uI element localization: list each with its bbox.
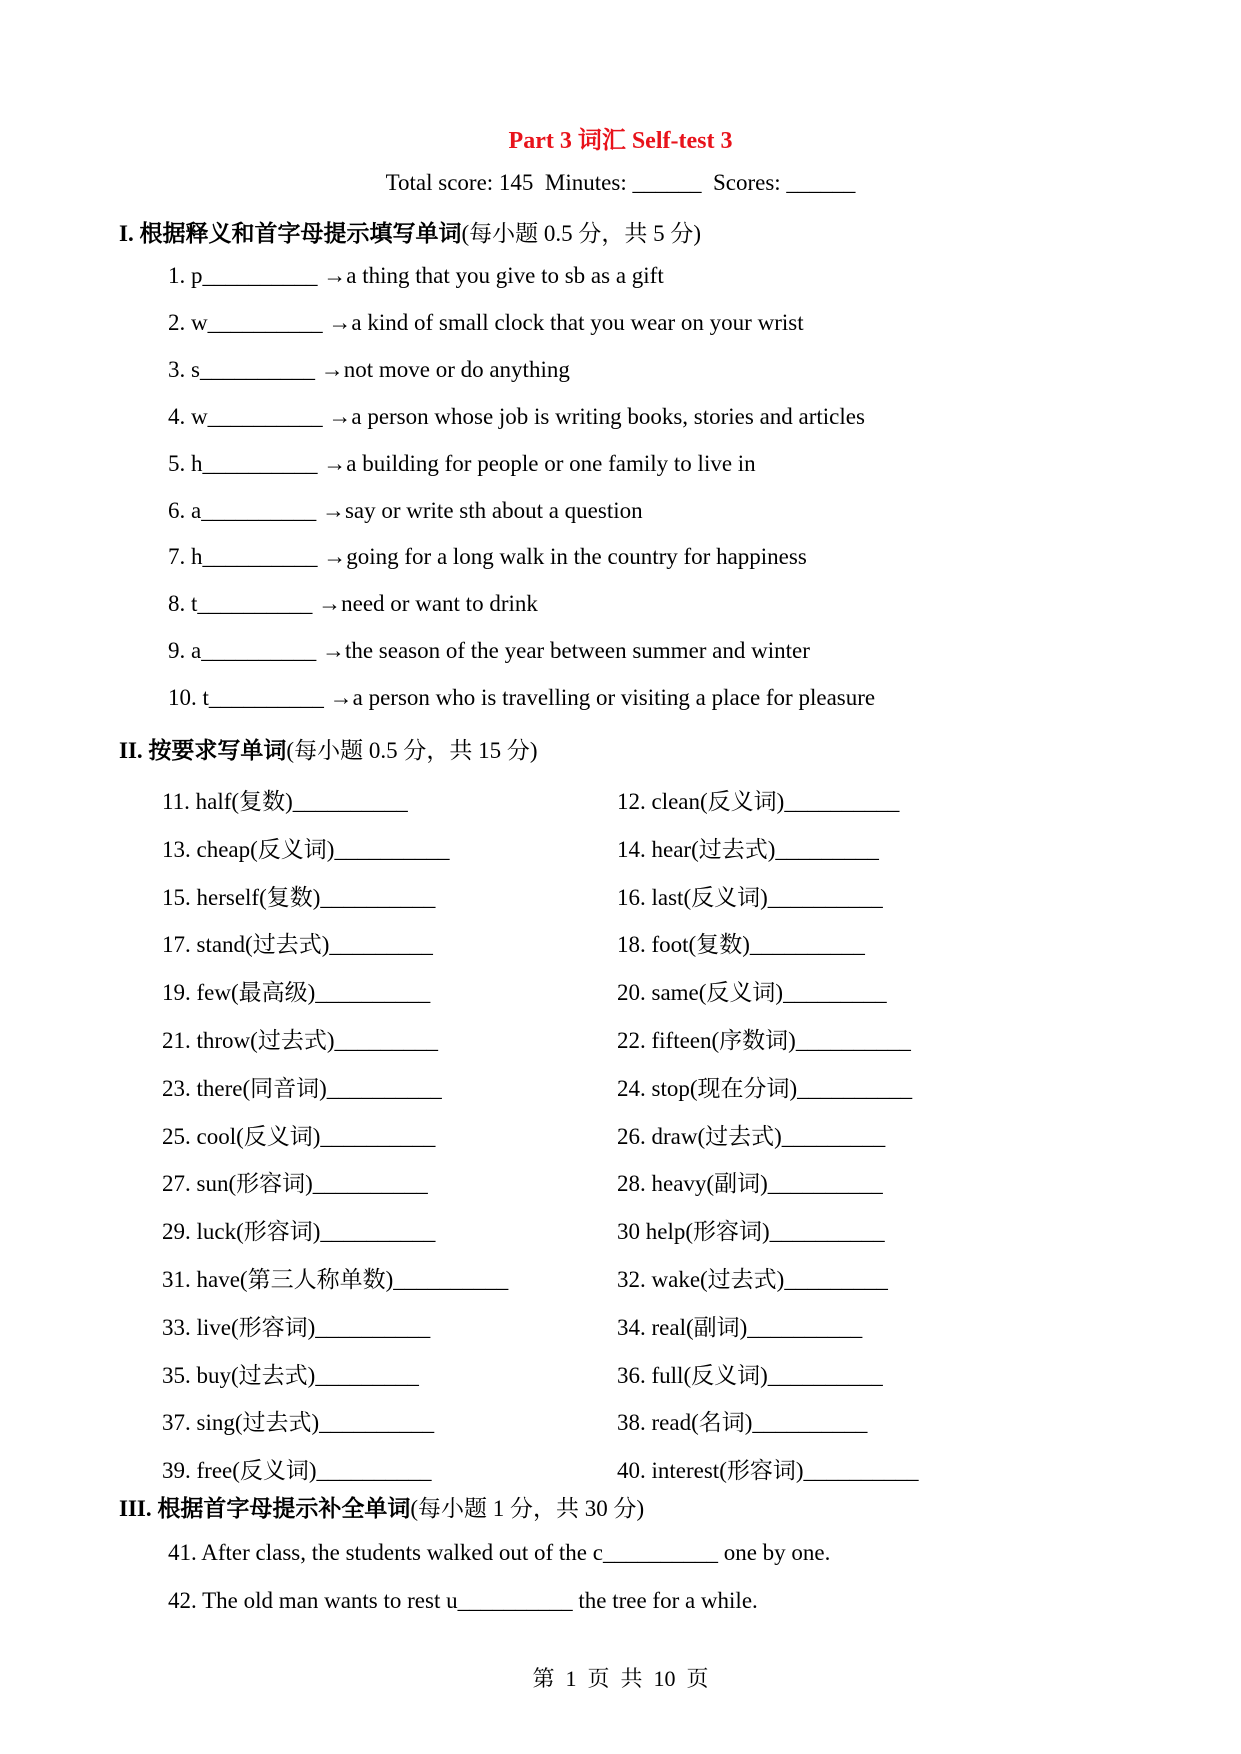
section-2-left-item-2: 13. cheap(反义词)__________: [162, 836, 450, 862]
section-2-left-item-13: 35. buy(过去式)_________: [162, 1362, 419, 1388]
section-2-left-item-5: 19. few(最高级)__________: [162, 980, 431, 1006]
section-3-title: III. 根据首字母提示补全单词: [119, 1496, 411, 1521]
section-2-left-item-12: 33. live(形容词)__________: [162, 1314, 431, 1340]
section-1-title: I. 根据释义和首字母提示填写单词: [119, 221, 462, 246]
section-2-title: II. 按要求写单词: [119, 738, 287, 763]
section-1-item-9: 9. a__________ →the season of the year between summer and winter: [168, 638, 810, 664]
section-2-right-item-1: 12. clean(反义词)__________: [617, 789, 900, 814]
section-1-item-2: 2. w__________ →a kind of small clock that you wear on your wrist: [168, 309, 804, 335]
section-2-left-item-11: 31. have(第三人称单数)__________: [162, 1267, 509, 1292]
section-2-left-item-9: 27. sun(形容词)__________: [162, 1171, 428, 1197]
section-3-heading: [119, 1490, 644, 1523]
section-2-left-item-8: 25. cool(反义词)__________: [162, 1123, 436, 1149]
section-1-item-10: 10. t__________ →a person who is travelling or visiting a place for pleasure: [168, 685, 876, 711]
section-2-left-item-3: 15. herself(复数)__________: [162, 884, 436, 910]
section-2-right-item-13: 36. full(反义词)__________: [617, 1362, 883, 1388]
section-3-points: (每小题 1 分，共 30 分): [410, 1496, 645, 1521]
section-2-right-item-10: 30 help(形容词)__________: [617, 1219, 885, 1245]
section-2-right-item-5: 20. same(反义词)_________: [617, 980, 887, 1006]
section-2-left-item-4: 17. stand(过去式)_________: [162, 932, 433, 958]
section-2-heading: [119, 732, 537, 765]
section-1-item-1: 1. p__________ →a thing that you give to sb as a gift: [168, 263, 664, 288]
section-2-left-item-1: 11. half(复数)__________: [162, 789, 408, 814]
section-1-item-5: 5. h__________ →a building for people or one family to live in: [168, 450, 756, 476]
page-title: Part 3 词汇 Self-test 3: [508, 128, 733, 154]
section-2-left-item-7: 23. there(同音词)__________: [162, 1075, 442, 1101]
section-2-right-item-3: 16. last(反义词)__________: [617, 884, 883, 910]
section-2-right-item-11: 32. wake(过去式)_________: [617, 1267, 888, 1292]
section-2-right-item-14: 38. read(名词)__________: [617, 1410, 868, 1436]
section-2-left-item-14: 37. sing(过去式)__________: [162, 1410, 435, 1436]
section-2-left-item-10: 29. luck(形容词)__________: [162, 1219, 436, 1245]
page-number: 第 1 页 共 10 页: [532, 1666, 709, 1691]
section-3-item-1: 41. After class, the students walked out of the c__________ one by one.: [168, 1540, 831, 1565]
section-3-item-2: 42. The old man wants to rest u__________ the tree for a while.: [168, 1587, 758, 1613]
section-2-left-item-6: 21. throw(过去式)_________: [162, 1028, 438, 1053]
section-1-item-4: 4. w__________ →a person whose job is writing books, stories and articles: [168, 403, 865, 429]
section-1-points: (每小题 0.5 分，共 5 分): [461, 221, 702, 246]
section-2-right-item-9: 28. heavy(副词)__________: [617, 1171, 883, 1197]
section-2-right-item-15: 40. interest(形容词)__________: [617, 1458, 919, 1484]
section-1-item-7: 7. h__________ →going for a long walk in the country for happiness: [168, 544, 807, 570]
section-1-heading: [119, 215, 701, 248]
section-1-item-6: 6. a__________ →say or write sth about a question: [168, 497, 643, 523]
section-2-right-item-2: 14. hear(过去式)_________: [617, 836, 879, 862]
section-2-points: (每小题 0.5 分，共 15 分): [286, 738, 538, 763]
section-2-left-item-15: 39. free(反义词)__________: [162, 1458, 432, 1484]
section-2-right-item-6: 22. fifteen(序数词)__________: [617, 1028, 911, 1053]
section-2-right-item-12: 34. real(副词)__________: [617, 1314, 863, 1340]
section-2-right-item-8: 26. draw(过去式)_________: [617, 1123, 886, 1149]
section-1-item-3: 3. s__________ →not move or do anything: [168, 356, 570, 382]
section-1-item-8: 8. t__________ →need or want to drink: [168, 591, 538, 617]
score-line: Total score: 145 Minutes: ______ Scores: ______: [385, 170, 856, 195]
section-2-right-item-7: 24. stop(现在分词)__________: [617, 1075, 913, 1101]
section-2-right-item-4: 18. foot(复数)__________: [617, 932, 865, 958]
